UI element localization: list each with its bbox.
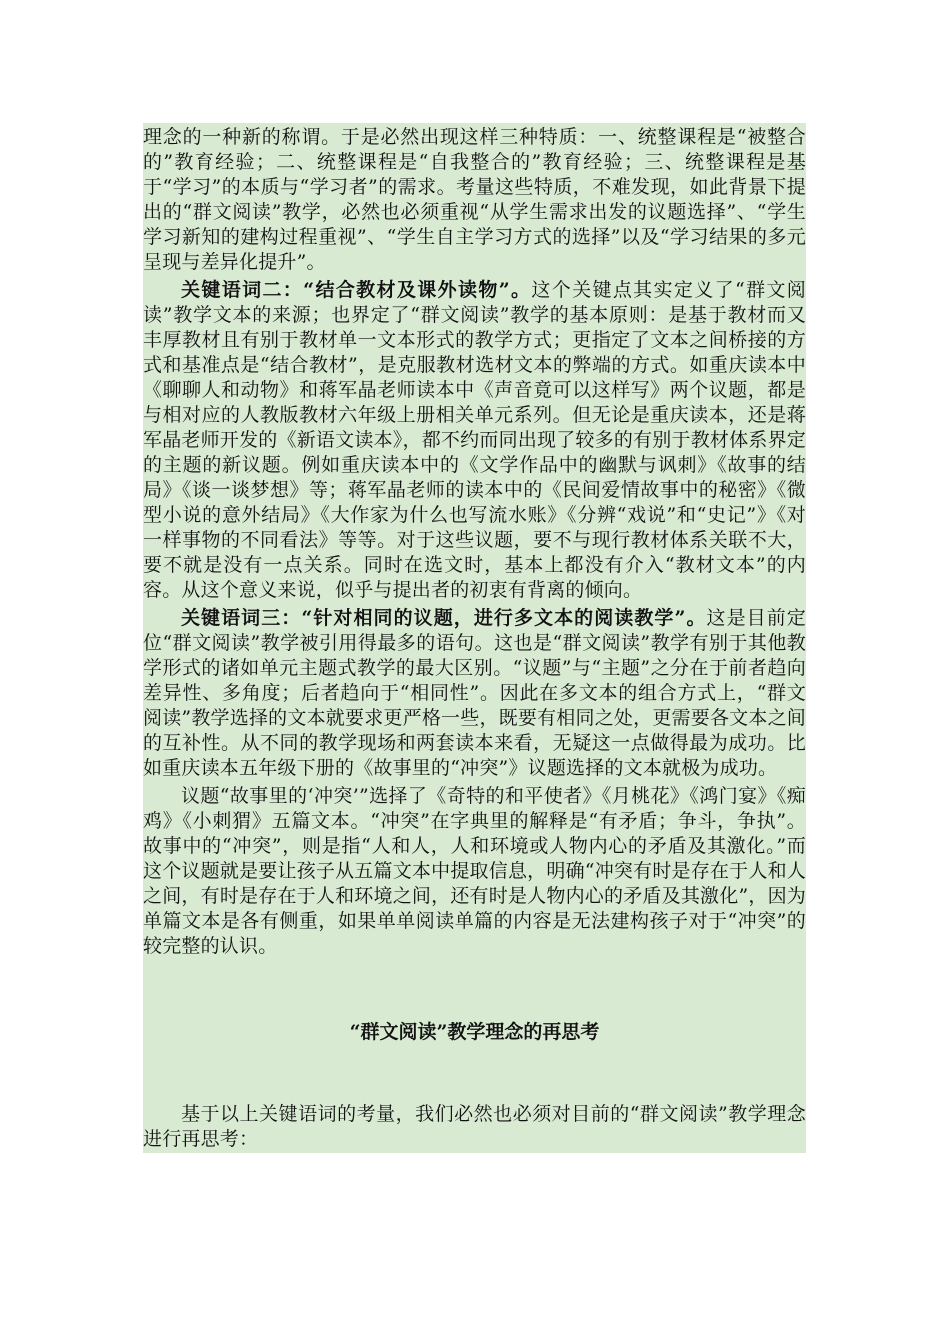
paragraph-final: 基于以上关键语词的考量，我们必然也必须对目前的“群文阅读”教学理念进行再思考： bbox=[143, 1103, 806, 1150]
keyword-three-text: 这是目前定位“群文阅读”教学被引用得最多的语句。这也是“群文阅读”教学有别于其他教学形式的诸如单元主题式教学的最大区别。“议题”与“主题”之分在于前者趋向差异性、多角度；后者趋向于“相同性”。因此在多文本的组合方式上，“群文阅读”教学选择的文本就要求更严格一些，既要有相同之处，更需要各文本之间的互补性。从不同的教学现场和两套读本来看，无疑这一点做得最为成功。比如重庆读本五年级下册的《故事里的“冲突”》议题选择的文本就极为成功。 bbox=[143, 607, 806, 779]
paragraph-keyword-three bbox=[143, 606, 806, 781]
keyword-three-label: 关键语词三：“针对相同的议题，进行多文本的阅读教学”。 bbox=[181, 607, 707, 629]
paragraph-intro: 理念的一种新的称谓。于是必然出现这样三种特质：一、统整课程是“被整合的”教育经验；二、统整课程是“自我整合的”教育经验；三、统整课程是基于“学习”的本质与“学习者”的需求。考量这些特质，不难发现，如此背景下提出的“群文阅读”教学，必然也必须重视“从学生需求出发的议题选择”、“学生学习新知的建构过程重视”、“学生自主学习方式的选择”以及“学习结果的多元呈现与差异化提升”。 bbox=[143, 126, 806, 273]
section-heading: “群文阅读”教学理念的再思考 bbox=[349, 1021, 600, 1043]
paragraph-keyword-two bbox=[143, 278, 806, 603]
keyword-two-text: 这个关键点其实定义了“群文阅读”教学文本的来源；也界定了“群文阅读”教学的基本原则：是基于教材而又丰厚教材且有别于教材单一文本形式的教学方式；更指定了文本之间桥接的方式和基准点是“结合教材”，是克服教材选材文本的弊端的方式。如重庆读本中《聊聊人和动物》和蒋军晶老师读本中《声音竟可以这样写》两个议题，都是与相对应的人教版教材六年级上册相关单元系列。但无论是重庆读本，还是蒋军晶老师开发的《新语文读本》，都不约而同出现了较多的有别于教材体系界定的主题的新议题。例如重庆读本中的《文学作品中的幽默与讽刺》《故事的结局》《谈一谈梦想》等；蒋军晶老师的读本中的《民间爱情故事中的秘密》《微型小说的意外结局》《大作家为什么也写流水账》《分辨“戏说”和“史记”》《对一样事物的不同看法》等等。对于这些议题，要不与现行教材体系关联不大，要不就是没有一点关系。同时在选文时，基本上都没有介入“教材文本”的内容。从这个意义来说，似乎与提出者的初衷有背离的倾向。 bbox=[143, 279, 806, 601]
paragraph-conflict-topic: 议题“故事里的‘冲突’”选择了《奇特的和平使者》《月桃花》《鸿门宴》《痴鸡》《小刺猬》五篇文本。“冲突”在字典里的解释是“有矛盾；争斗，争执”。故事中的“冲突”，则是指“人和人，人和环境或人物内心的矛盾及其激化。”而这个议题就是要让孩子从五篇文本中提取信息，明确“冲突有时是存在于人和人之间，有时是存在于人和环境之间，还有时是人物内心的矛盾及其激化”，因为单篇文本是各有侧重，如果单单阅读单篇的内容是无法建构孩子对于“冲突”的较完整的认识。 bbox=[143, 785, 806, 957]
keyword-two-label: 关键语词二：“结合教材及课外读物”。 bbox=[181, 279, 532, 301]
document-body bbox=[143, 125, 806, 959]
